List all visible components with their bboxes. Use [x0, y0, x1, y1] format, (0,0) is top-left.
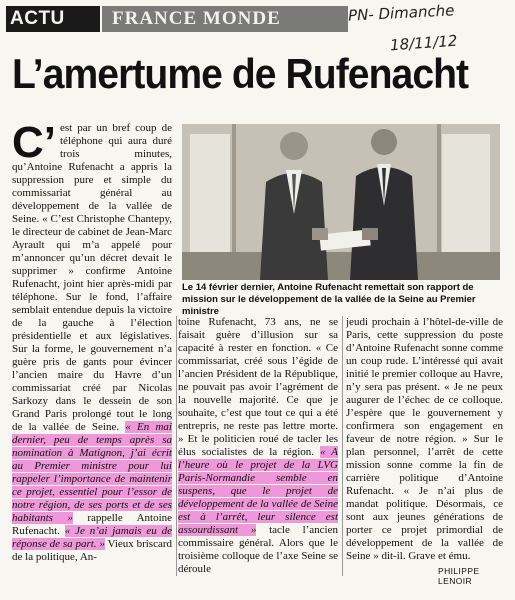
drop-cap: C’: [12, 122, 56, 167]
handwritten-date-note: 18/11/12: [389, 31, 458, 55]
highlighted-quote-3: « A l’heure où le projet de la LVG Paris-Normandie semble en suspens, que le projet de développement de la vallée de Seine est à l’arrêt, leur silence est assourdissant »: [178, 446, 338, 536]
photo-illustration: [182, 124, 500, 280]
handwritten-source-note: PN- Dimanche: [347, 1, 455, 25]
article-column-3: [346, 316, 503, 582]
column-1-text: est par un bref coup de téléphone qui aura duré trois minutes, qu’Antoine Rufenacht a appris la suppression pure et simple du commissariat général au développement de la vallée de Seine. « C’est Christophe Chantepy, le directeur de cabinet de Jean-Marc Ayrault qui m’a appelé pour m’annoncer qu’un décret devait le supprimer » confirme Antoine Rufenacht, joint hier après-midi par téléphone. Sur le fond, l’affaire semblait entendue depuis la victoire de la gauche à l’élection présidentielle et aux législatives. Sur la forme, le gouvernement n’a guère pris de gants pour évincer l’ancien maire du Havre d’un commissariat créé par Nicolas Sarkozy dans le dessein de son Grand Paris prolongé tout le long de la vallée de Seine.: [12, 122, 172, 433]
highlighted-quote-2: « Je n’ai jamais eu de réponse de sa part. »: [12, 525, 172, 550]
column-divider-1: [176, 316, 177, 576]
column-2-mid: Et le politicien roué de tacler les élus socialistes de la région.: [178, 433, 338, 458]
column-divider-2: [342, 316, 343, 576]
article-column-2: [178, 316, 338, 582]
column-2-end: tacle l’ancien commissaire général. Alors que le troisième colloque de l’axe Seine se déroule: [178, 524, 338, 575]
section-actu-band: [6, 6, 100, 32]
article-headline: L’amertume de Rufenacht: [12, 50, 469, 97]
section-actu-label: ACTU: [10, 8, 65, 29]
section-name-label: FRANCE MONDE: [112, 8, 281, 29]
highlighted-quote-1: « En mai dernier, peu de temps après sa nomination à Matignon, j’ai écrit au Premier ministre pour lui rappeler l’importance de maintenir ce projet, essentiel pour l’essor de notre région, de ses ports et de ses habitants »: [12, 421, 172, 524]
column-3-text: jeudi prochain à l’hôtel-de-ville de Paris, cette suppression du poste d’Antoine Rufenacht sonne comme un coup rude. L’intéressé qui avait initié le premier colloque au Havre, n’y sera pas présent. « Je ne peux augurer de l’échec de ce colloque. J’espère que le gouvernement y confirmera son engagement en faveur de notre région. » Sur le plan personnel, l’arrêt de cette mission sonne comme la fin de carrière politique d’Antoine Rufenacht. « Je n’ai plus de mandat politique. Désormais, ce sont aux jeunes générations de porter ce projet primordial de développement de la vallée de Seine » dit-il. Grave et ému.: [346, 316, 503, 562]
column-1-end: Vieux briscard de la politique, An-: [12, 538, 172, 563]
section-name-band: [102, 6, 348, 32]
column-1-attribution: rappelle Antoine Rufenacht.: [12, 512, 172, 537]
photo-caption: Le 14 février dernier, Antoine Rufenacht remettait son rapport de mission sur le développement de la vallée de la Seine au Premier ministre: [182, 282, 476, 317]
article-byline: PHILIPPE LENOIR: [438, 566, 480, 586]
article-column-1: [12, 122, 172, 582]
column-2-text: toine Rufenacht, 73 ans, ne se faisait guère d’illusion sur sa capacité à rester en fonction. « Ce commissariat, créé sous l’égide de l’ancien Président de la République, ne pouvait pas avoir l’agrément de la nouvelle majorité. Ce que je souhaite, c’est que tout ce qui a été entrepris, ne reste pas lettre morte. »: [178, 316, 338, 445]
article-photo: [182, 124, 500, 280]
